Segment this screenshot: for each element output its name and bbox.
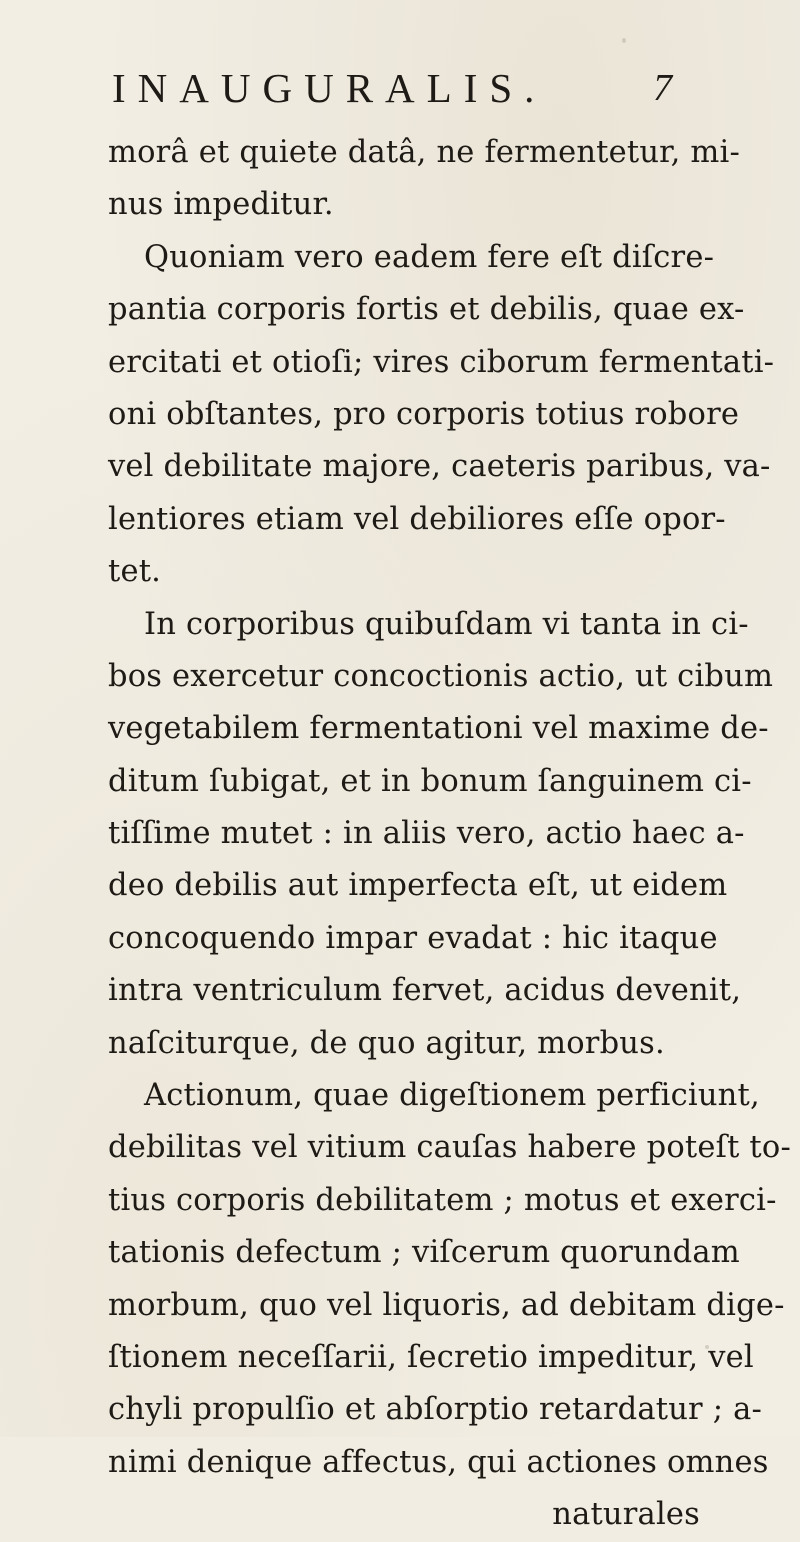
text-line: vegetabilem fermentationi vel maxime de- <box>108 711 769 747</box>
text-line: Quoniam vero eadem fere eſt diſcre- <box>144 239 715 275</box>
text-line: vel debilitate majore, caeteris paribus, va- <box>108 449 771 485</box>
text-line: ſtionem neceſſarii, ſecretio impeditur, vel <box>108 1339 754 1375</box>
catchword: naturales <box>552 1497 700 1533</box>
text-line: ercitati et otioſi; vires ciborum fermentati- <box>108 344 775 380</box>
text-line: chyli propulſio et abſorptio retardatur ; a- <box>108 1392 762 1428</box>
running-head <box>112 64 672 114</box>
text-line: morâ et quiete datâ, ne fermentetur, mi- <box>108 135 740 170</box>
text-line: Actionum, quae digeſtionem perficiunt, <box>144 1078 760 1114</box>
text-line: pantia corporis fortis et debilis, quae ex- <box>108 292 745 328</box>
text-line: In corporibus quibuſdam vi tanta in ci- <box>144 606 749 642</box>
text-line: debilitas vel vitium cauſas habere poteſt to- <box>108 1130 791 1166</box>
text-line: bos exercetur concoctionis actio, ut cibum <box>108 658 774 694</box>
text-line: nimi denique affectus, qui actiones omnes <box>108 1444 769 1480</box>
text-line: tiſſime mutet : in aliis vero, actio haec a- <box>108 816 745 852</box>
text-line: tationis defectum ; viſcerum quorundam <box>108 1235 740 1271</box>
text-line: naſciturque, de quo agitur, morbus. <box>108 1025 665 1061</box>
text-line: concoquendo impar evadat : hic itaque <box>108 920 718 956</box>
running-title: INAUGURALIS. <box>112 65 547 111</box>
text-line: tius corporis debilitatem ; motus et exerci- <box>108 1182 777 1218</box>
text-line: ditum ſubigat, et in bonum ſanguinem ci- <box>108 763 752 799</box>
paper-speck <box>622 38 626 43</box>
text-line: intra ventriculum fervet, acidus devenit, <box>108 973 742 1009</box>
text-line: deo debilis aut imperfecta eſt, ut eidem <box>108 868 728 904</box>
text-line: morbum, quo vel liquoris, ad debitam dige- <box>108 1287 785 1323</box>
text-line: tet. <box>108 554 162 590</box>
text-line: oni obſtantes, pro corporis totius robore <box>108 396 740 432</box>
page-number: 7 <box>653 67 672 109</box>
text-line: lentiores etiam vel debiliores eſſe opor- <box>108 501 726 537</box>
text-line: nus impeditur. <box>108 187 334 223</box>
body-text <box>108 127 791 1542</box>
